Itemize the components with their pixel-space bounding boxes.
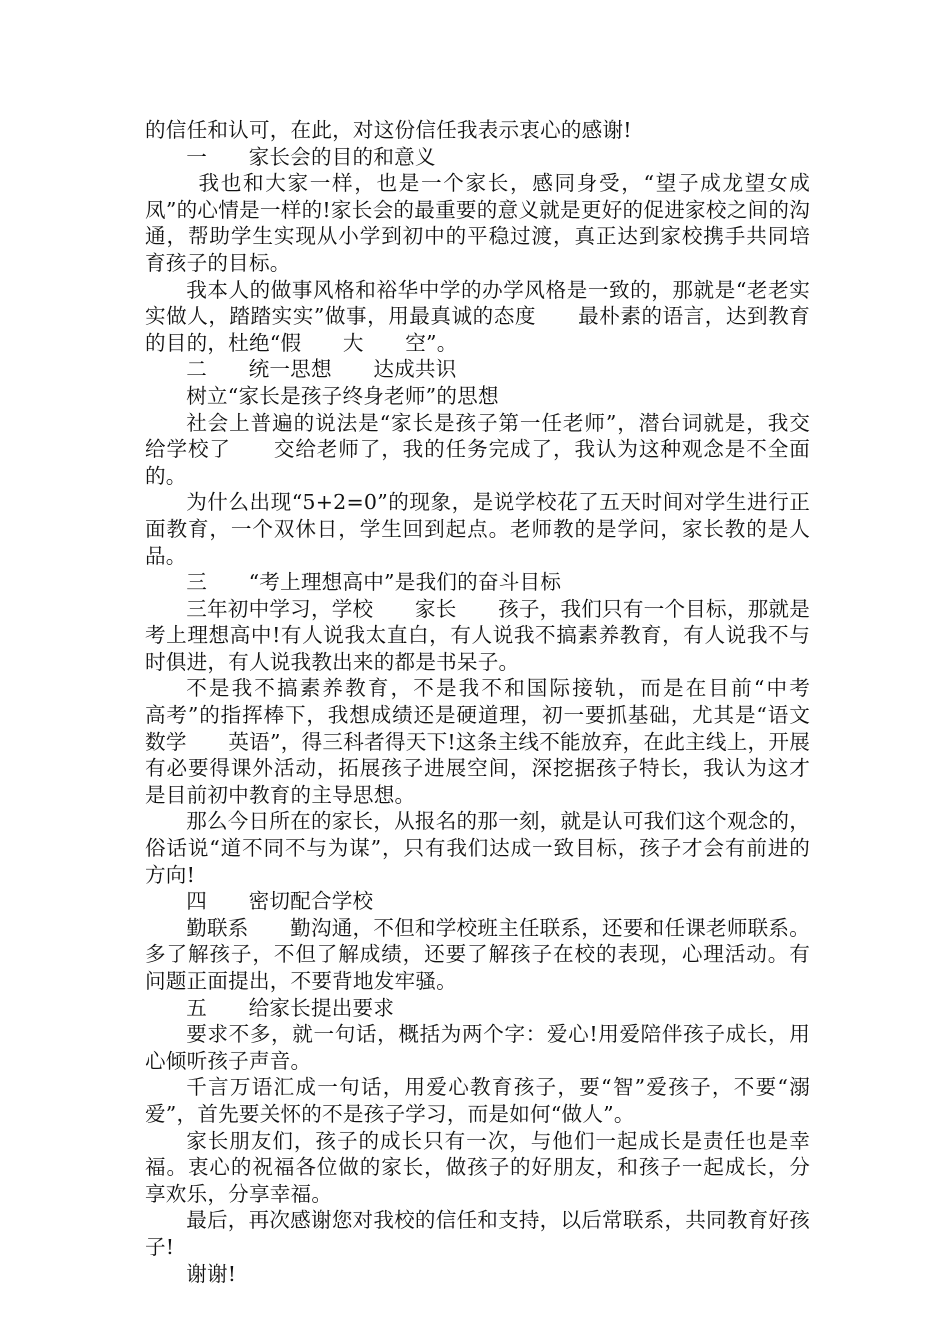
paragraph: 最后，再次感谢您对我校的信任和支持，以后常联系，共同教育好孩子! [145,1208,810,1259]
section-heading-5: 五 给家长提出要求 [186,995,395,1020]
section-heading-4: 四 密切配合学校 [186,889,374,914]
paragraph: 为什么出现“5+2=0”的现象，是说学校花了五天时间对学生进行正面教育，一个双休日，学生回到起点。老师教的是学问，家长教的是人品。 [145,490,810,568]
paragraph-continuation: 的信任和认可，在此，对这份信任我表示衷心的感谢! [145,118,632,142]
paragraph: 勤联系 勤沟通，不但和学校班主任联系，还要和任课老师联系。多了解孩子，不但了解成绩，还要了解孩子在校的表现，心理活动。有问题正面提出，不要背地发牢骚。 [145,915,810,993]
document-page [145,117,852,1287]
paragraph: 三年初中学习，学校 家长 孩子，我们只有一个目标，那就是考上理想高中!有人说我太直白，有人说我不搞素养教育，有人说我不与时俱进，有人说我教出来的都是书呆子。 [145,596,810,674]
paragraph: 要求不多，就一句话，概括为两个字：爱心!用爱陪伴孩子成长，用心倾听孩子声音。 [145,1022,810,1073]
paragraph: 社会上普遍的说法是“家长是孩子第一任老师”，潜台词就是，我交给学校了 交给老师了，我的任务完成了，我认为这种观念是不全面的。 [145,410,810,488]
section-heading-1: 一 家长会的目的和意义 [186,144,436,169]
paragraph: 家长朋友们，孩子的成长只有一次，与他们一起成长是责任也是幸福。衷心的祝福各位做的家长，做孩子的好朋友，和孩子一起成长，分享欢乐，分享幸福。 [145,1128,810,1206]
paragraph: 千言万语汇成一句话，用爱心教育孩子，要“智”爱孩子，不要“溺爱”，首先要关怀的不是孩子学习，而是如何“做人”。 [145,1075,810,1126]
section-heading-2: 二 统一思想 达成共识 [186,357,457,382]
paragraph: 不是我不搞素养教育，不是我不和国际接轨，而是在目前“中考 高考”的指挥棒下，我想成绩还是硬道理，初一要抓基础，尤其是“语文 数学 英语”，得三科者得天下!这条主线不能放弃，在此主线上，开展有必要得课外活动，拓展孩子进展空间，深挖据孩子特长，我认为这才是目前初中教育的主导思想。 [145,676,852,807]
paragraph: 那么今日所在的家长，从报名的那一刻，就是认可我们这个观念的，俗话说“道不同不与为谋”，只有我们达成一致目标，孩子才会有前进的方向! [145,809,810,887]
paragraph: 我也和大家一样，也是一个家长，感同身受，“望子成龙望女成凤”的心情是一样的!家长会的最重要的意义就是更好的促进家校之间的沟通，帮助学生实现从小学到初中的平稳过渡，真正达到家校携手共同培育孩子的目标。 [145,171,810,275]
closing-thanks: 谢谢! [186,1261,237,1286]
subheading: 树立“家长是孩子终身老师”的思想 [186,383,499,408]
section-heading-3: 三 “考上理想高中”是我们的奋斗目标 [186,570,562,595]
paragraph: 我本人的做事风格和裕华中学的办学风格是一致的，那就是“老老实实做人，踏踏实实”做事，用最真诚的态度 最朴素的语言，达到教育的目的，杜绝“假 大 空”。 [145,277,810,355]
